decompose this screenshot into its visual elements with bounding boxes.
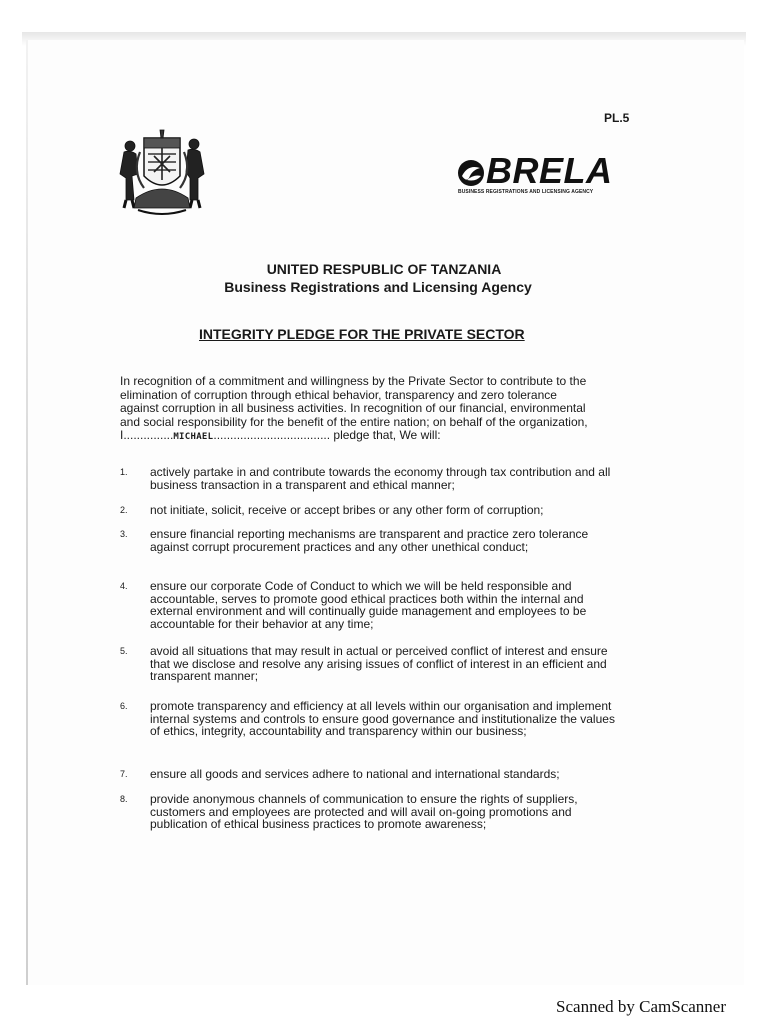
intro-signature-line [120,429,640,445]
pledge-item-number: 3. [120,529,128,539]
intro-line: In recognition of a commitment and willingness by the Private Sector to contribute to the [120,374,587,388]
pledge-item-number: 4. [120,581,128,591]
pledge-item-number: 2. [120,505,128,515]
pledge-item-number: 8. [120,794,128,804]
intro-line: against corruption in all business activities. In recognition of our financial, environmental [120,401,586,415]
brela-logo-text: BRELA [486,150,613,191]
pledge-item-text: not initiate, solicit, receive or accept bribes or any other form of corruption; [150,503,544,517]
pledge-item-text: avoid all situations that may result in actual or perceived conflict of interest and ensure that we disclose and resolve any arising issues of conflict of interest in an efficient and transparent manner; [150,644,608,683]
coat-of-arms-emblem [114,128,210,220]
pledge-item-text: provide anonymous channels of communication to ensure the rights of suppliers, customers and employees are protected and will avail on-going promotions and publication of ethical business practices to promote awareness; [150,792,578,831]
pledge-item-text: ensure all goods and services adhere to national and international standards; [150,767,560,781]
camscanner-watermark: Scanned by CamScanner [556,997,726,1016]
intro-line: elimination of corruption through ethical behavior, transparency and zero tolerance [120,387,557,402]
pledge-item-number: 1. [120,467,128,477]
pledge-item-text: actively partake in and contribute towards the economy through tax contribution and all business transaction in a transparent and ethical manner; [150,465,611,492]
pledge-item-number: 6. [120,701,128,711]
intro-paragraph [120,375,640,445]
pledge-item-text: promote transparency and efficiency at all levels within our organisation and implement internal systems and controls to ensure good governance and institutionalize the values of ethics, integrity, accountability and transparency within our business; [150,699,615,738]
pledge-item-number: 5. [120,646,128,656]
handwritten-name: MICHAEL [173,432,214,442]
brela-logo-subtitle: BUSINESS REGISTRATIONS AND LICENSING AGENCY [458,189,594,195]
dotted-blank-suffix: ................................... pledge that, We will: [213,428,441,442]
pledge-title: INTEGRITY PLEDGE FOR THE PRIVATE SECTOR [199,326,525,342]
pledge-item-text: ensure financial reporting mechanisms are transparent and practice zero tolerance against corrupt procurement practices and any other unethical conduct; [150,527,589,554]
country-heading: UNITED RESPUBLIC OF TANZANIA [266,261,502,277]
pledge-item-number: 7. [120,769,128,779]
dotted-blank-prefix: I............... [120,428,174,442]
agency-heading: Business Registrations and Licensing Agency [224,279,532,295]
brela-swirl-mark [456,158,486,188]
scan-left-edge [26,40,28,985]
intro-line: and social responsibility for the benefit of the entire nation; on behalf of the organization, [120,414,588,429]
pledge-item-text: ensure our corporate Code of Conduct to which we will be held responsible and accountable, serves to promote good ethical practices both within the internal and external environment and will continually guide management and employees to be accountable for their behavior at any time; [150,579,587,631]
brela-logo [456,152,626,198]
document-reference: PL.5 [604,111,630,125]
